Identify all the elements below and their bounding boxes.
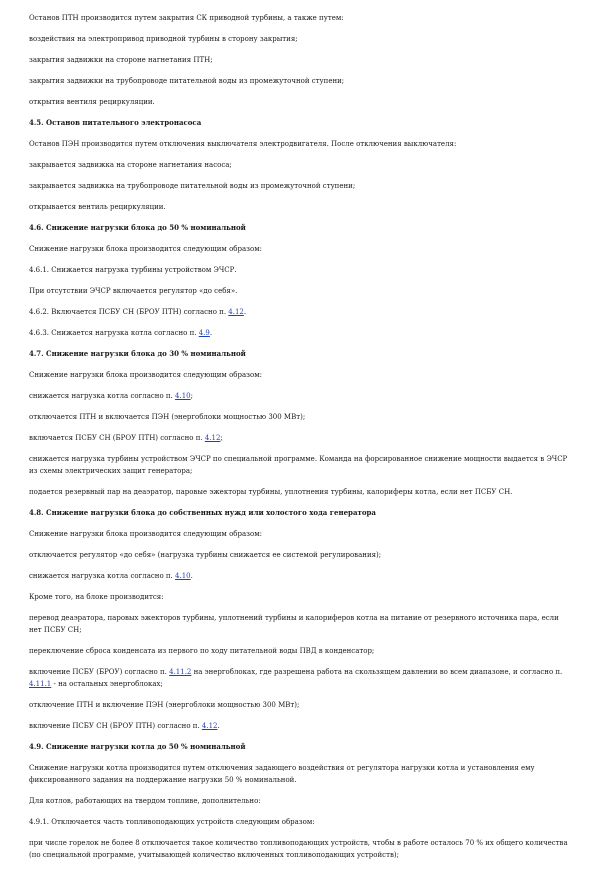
paragraph-text: снижается нагрузка котла согласно п.: [29, 392, 176, 400]
paragraph-text: .: [243, 308, 247, 316]
paragraph-with-reference: [29, 327, 569, 339]
section-reference-link[interactable]: 4.12: [201, 722, 218, 730]
paragraph-text: .: [190, 572, 193, 580]
section-reference-link[interactable]: 4.12: [228, 308, 244, 316]
paragraph-text: 4.6.2. Включается ПСБУ СН (БРОУ ПТН) согласно п.: [29, 308, 229, 316]
paragraph-with-reference: [29, 570, 569, 582]
section-reference-link[interactable]: 4.11.1: [29, 680, 52, 688]
paragraph: Снижение нагрузки блока производится следующим образом:: [29, 371, 263, 379]
paragraph-text: ;: [220, 434, 223, 442]
paragraph: при числе горелок не более 8 отключается такое количество топливоподающих устройств, чтобы в работе осталось 70 % их общего количества (по специальной программе, учитывающей количество включенных топливоподающих устройств);: [29, 839, 568, 859]
section-heading: 4.8. Снижение нагрузки блока до собственных нужд или холостого хода генератора: [29, 508, 376, 517]
paragraph: отключается регулятор «до себя» (нагрузка турбины снижается ее системой регулирования);: [29, 551, 382, 559]
paragraph: Снижение нагрузки котла производится путем отключения задающего воздействия от регулятора нагрузки котла и установления ему фиксированного задания на поддержание нагрузки 50 % номинальной.: [29, 764, 535, 784]
paragraph: открытия вентиля рециркуляции.: [29, 98, 155, 106]
paragraph-with-reference: [29, 306, 569, 318]
paragraph: Кроме того, на блоке производится:: [29, 593, 164, 601]
document-body: [29, 12, 569, 870]
section-reference-link[interactable]: 4.10: [175, 392, 191, 400]
section-heading: 4.6. Снижение нагрузки блока до 50 % номинальной: [29, 223, 246, 232]
paragraph: Для котлов, работающих на твердом топливе, дополнительно:: [29, 797, 261, 805]
paragraph: открывается вентиль рециркуляции.: [29, 203, 166, 211]
paragraph: перевод деаэратора, паровых эжекторов турбины, уплотнений турбины и калориферов котла на питание от резервного источника пара, если нет ПСБУ СН;: [29, 614, 559, 634]
paragraph-text: включение ПСБУ СН (БРОУ ПТН) согласно п.: [29, 722, 202, 730]
paragraph: закрытия задвижки на стороне нагнетания ПТН;: [29, 56, 213, 64]
paragraph: Останов ПТН производится путем закрытия СК приводной турбины, а также путем:: [29, 14, 344, 22]
paragraph: закрывается задвижка на трубопроводе питательной воды из промежуточной ступени;: [29, 182, 356, 190]
section-heading: 4.7. Снижение нагрузки блока до 30 % номинальной: [29, 349, 246, 358]
paragraph-text: .: [209, 329, 213, 337]
paragraph: 4.6.1. Снижается нагрузка турбины устройством ЭЧСР.: [29, 266, 237, 274]
paragraph: закрывается задвижка на стороне нагнетания насоса;: [29, 161, 232, 169]
paragraph-text: - на остальных энергоблоках;: [51, 680, 163, 688]
paragraph: закрытия задвижки на трубопроводе питательной воды из промежуточной ступени;: [29, 77, 345, 85]
paragraph-text: включение ПСБУ (БРОУ) согласно п.: [29, 668, 170, 676]
paragraph: Останов ПЭН производится путем отключения выключателя электродвигателя. После отключения выключателя:: [29, 140, 457, 148]
paragraph-with-reference: [29, 390, 569, 402]
paragraph: 4.9.1. Отключается часть топливоподающих устройств следующим образом:: [29, 818, 315, 826]
section-heading: 4.5. Останов питательного электронасоса: [29, 118, 202, 127]
section-reference-link[interactable]: 4.10: [175, 572, 191, 580]
paragraph-text: 4.6.3. Снижается нагрузка котла согласно п.: [29, 329, 199, 337]
paragraph: снижается нагрузка турбины устройством ЭЧСР по специальной программе. Команда на форсированное снижение мощности выдается в ЭЧСР из схемы электрических защит генератора;: [29, 455, 568, 475]
paragraph: отключение ПТН и включение ПЭН (энергоблоки мощностью 300 МВт);: [29, 701, 300, 709]
paragraph-with-reference: [29, 432, 569, 444]
paragraph: Снижение нагрузки блока производится следующим образом:: [29, 530, 263, 538]
section-reference-link[interactable]: 4.11.2: [169, 668, 192, 676]
paragraph: отключается ПТН и включается ПЭН (энергоблоки мощностью 300 МВт);: [29, 413, 306, 421]
paragraph: подается резервный пар на деаэратор, паровые эжекторы турбины, уплотнения турбины, калориферы котла, если нет ПСБУ СН.: [29, 488, 513, 496]
section-reference-link[interactable]: 4.9: [198, 329, 210, 337]
paragraph: При отсутствии ЭЧСР включается регулятор «до себя».: [29, 287, 238, 295]
paragraph-with-reference: [29, 666, 569, 690]
section-reference-link[interactable]: 4.12: [204, 434, 221, 442]
paragraph: переключение сброса конденсата из первого по ходу питательной воды ПВД в конденсатор;: [29, 647, 375, 655]
paragraph: воздействия на электропривод приводной турбины в сторону закрытия;: [29, 35, 298, 43]
paragraph-text: .: [217, 722, 220, 730]
paragraph-text: ;: [190, 392, 193, 400]
paragraph-text: на энергоблоках, где разрешена работа на скользящем давлении во всем диапазоне, и согласно п.: [191, 668, 563, 676]
paragraph-text: снижается нагрузка котла согласно п.: [29, 572, 176, 580]
paragraph: Снижение нагрузки блока производится следующим образом:: [29, 245, 263, 253]
paragraph-text: включается ПСБУ СН (БРОУ ПТН) согласно п.: [29, 434, 205, 442]
section-heading: 4.9. Снижение нагрузки котла до 50 % номинальной: [29, 742, 246, 751]
paragraph-with-reference: [29, 720, 569, 732]
